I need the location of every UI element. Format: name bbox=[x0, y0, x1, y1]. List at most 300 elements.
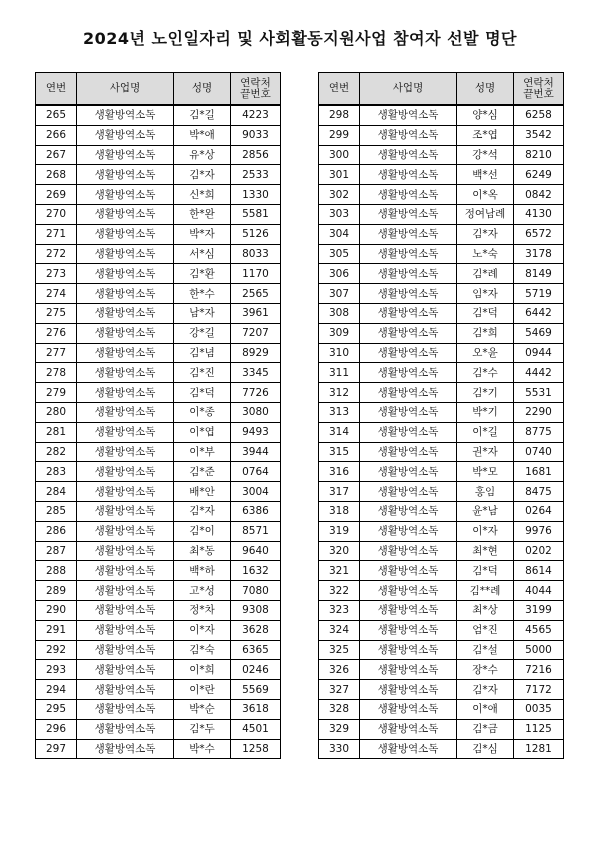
cell-no: 294 bbox=[36, 680, 77, 700]
cell-no: 299 bbox=[319, 125, 360, 145]
cell-name: 이*자 bbox=[174, 620, 231, 640]
cell-name: 김*숙 bbox=[174, 640, 231, 660]
cell-business: 생활방역소독 bbox=[77, 145, 174, 165]
table-row bbox=[36, 343, 281, 363]
header-phone bbox=[514, 73, 564, 106]
table-row bbox=[319, 561, 564, 581]
cell-name: 김**례 bbox=[457, 581, 514, 601]
table-row bbox=[319, 422, 564, 442]
cell-phone: 2533 bbox=[231, 165, 281, 185]
table-row bbox=[319, 284, 564, 304]
cell-no: 270 bbox=[36, 204, 77, 224]
cell-business: 생활방역소독 bbox=[360, 383, 457, 403]
cell-phone: 2856 bbox=[231, 145, 281, 165]
table-row bbox=[36, 600, 281, 620]
cell-business: 생활방역소독 bbox=[360, 204, 457, 224]
cell-name: 박*기 bbox=[457, 402, 514, 422]
cell-name: 김*례 bbox=[457, 264, 514, 284]
table-row bbox=[36, 501, 281, 521]
cell-business: 생활방역소독 bbox=[77, 165, 174, 185]
cell-phone: 9493 bbox=[231, 422, 281, 442]
table-row bbox=[319, 541, 564, 561]
cell-business: 생활방역소독 bbox=[360, 620, 457, 640]
cell-phone: 7726 bbox=[231, 383, 281, 403]
cell-name: 이*희 bbox=[174, 660, 231, 680]
cell-no: 314 bbox=[319, 422, 360, 442]
cell-business: 생활방역소독 bbox=[360, 125, 457, 145]
cell-name: 김*덕 bbox=[174, 383, 231, 403]
cell-phone: 3542 bbox=[514, 125, 564, 145]
table-row bbox=[36, 264, 281, 284]
cell-business: 생활방역소독 bbox=[360, 739, 457, 759]
cell-business: 생활방역소독 bbox=[360, 264, 457, 284]
cell-phone: 8571 bbox=[231, 521, 281, 541]
table-header-row bbox=[319, 73, 564, 106]
table-row bbox=[319, 185, 564, 205]
table-row bbox=[319, 303, 564, 323]
cell-no: 269 bbox=[36, 185, 77, 205]
table-row bbox=[319, 699, 564, 719]
cell-phone: 6249 bbox=[514, 165, 564, 185]
table-row bbox=[319, 680, 564, 700]
cell-name: 양*심 bbox=[457, 105, 514, 125]
cell-business: 생활방역소독 bbox=[360, 402, 457, 422]
table-row bbox=[319, 105, 564, 125]
table-header-row bbox=[36, 73, 281, 106]
cell-phone: 3004 bbox=[231, 482, 281, 502]
participant-table-left bbox=[35, 72, 281, 759]
cell-no: 271 bbox=[36, 224, 77, 244]
cell-name: 김*자 bbox=[457, 680, 514, 700]
table-row bbox=[36, 363, 281, 383]
table-row bbox=[319, 165, 564, 185]
cell-phone: 5569 bbox=[231, 680, 281, 700]
cell-phone: 3618 bbox=[231, 699, 281, 719]
header-name: 성명 bbox=[174, 73, 231, 106]
table-row bbox=[319, 402, 564, 422]
cell-no: 300 bbox=[319, 145, 360, 165]
cell-name: 엄*진 bbox=[457, 620, 514, 640]
cell-no: 289 bbox=[36, 581, 77, 601]
cell-name: 홍임 bbox=[457, 482, 514, 502]
cell-no: 316 bbox=[319, 462, 360, 482]
table-row bbox=[319, 640, 564, 660]
cell-no: 282 bbox=[36, 442, 77, 462]
cell-no: 288 bbox=[36, 561, 77, 581]
cell-business: 생활방역소독 bbox=[77, 541, 174, 561]
cell-business: 생활방역소독 bbox=[360, 719, 457, 739]
table-row bbox=[36, 739, 281, 759]
cell-phone: 1258 bbox=[231, 739, 281, 759]
cell-business: 생활방역소독 bbox=[77, 284, 174, 304]
cell-name: 강*길 bbox=[174, 323, 231, 343]
cell-no: 328 bbox=[319, 699, 360, 719]
cell-no: 319 bbox=[319, 521, 360, 541]
cell-business: 생활방역소독 bbox=[77, 125, 174, 145]
cell-name: 신*희 bbox=[174, 185, 231, 205]
cell-no: 291 bbox=[36, 620, 77, 640]
cell-phone: 8614 bbox=[514, 561, 564, 581]
cell-phone: 0035 bbox=[514, 699, 564, 719]
cell-no: 268 bbox=[36, 165, 77, 185]
cell-phone: 0764 bbox=[231, 462, 281, 482]
cell-no: 305 bbox=[319, 244, 360, 264]
cell-phone: 6258 bbox=[514, 105, 564, 125]
cell-name: 박*애 bbox=[174, 125, 231, 145]
cell-business: 생활방역소독 bbox=[77, 561, 174, 581]
cell-name: 조*엽 bbox=[457, 125, 514, 145]
cell-no: 313 bbox=[319, 402, 360, 422]
cell-business: 생활방역소독 bbox=[77, 600, 174, 620]
cell-business: 생활방역소독 bbox=[360, 561, 457, 581]
cell-no: 277 bbox=[36, 343, 77, 363]
cell-name: 배*안 bbox=[174, 482, 231, 502]
cell-business: 생활방역소독 bbox=[360, 501, 457, 521]
cell-phone: 7172 bbox=[514, 680, 564, 700]
cell-name: 임*자 bbox=[457, 284, 514, 304]
cell-business: 생활방역소독 bbox=[77, 581, 174, 601]
table-row bbox=[36, 284, 281, 304]
participant-table-right bbox=[318, 72, 564, 759]
cell-name: 김*이 bbox=[174, 521, 231, 541]
table-row bbox=[36, 422, 281, 442]
table-row bbox=[36, 145, 281, 165]
cell-phone: 9308 bbox=[231, 600, 281, 620]
header-business: 사업명 bbox=[360, 73, 457, 106]
cell-name: 김*준 bbox=[174, 462, 231, 482]
cell-no: 317 bbox=[319, 482, 360, 502]
cell-business: 생활방역소독 bbox=[360, 105, 457, 125]
cell-no: 304 bbox=[319, 224, 360, 244]
cell-no: 297 bbox=[36, 739, 77, 759]
cell-phone: 3178 bbox=[514, 244, 564, 264]
header-name: 성명 bbox=[457, 73, 514, 106]
cell-name: 오*윤 bbox=[457, 343, 514, 363]
table-row bbox=[319, 383, 564, 403]
cell-business: 생활방역소독 bbox=[77, 363, 174, 383]
cell-no: 290 bbox=[36, 600, 77, 620]
header-no: 연번 bbox=[36, 73, 77, 106]
cell-business: 생활방역소독 bbox=[360, 343, 457, 363]
cell-business: 생활방역소독 bbox=[360, 640, 457, 660]
cell-no: 284 bbox=[36, 482, 77, 502]
cell-name: 이*종 bbox=[174, 402, 231, 422]
table-row bbox=[36, 482, 281, 502]
table-row bbox=[36, 383, 281, 403]
cell-no: 322 bbox=[319, 581, 360, 601]
cell-no: 279 bbox=[36, 383, 77, 403]
table-row bbox=[36, 204, 281, 224]
cell-business: 생활방역소독 bbox=[360, 145, 457, 165]
cell-phone: 1681 bbox=[514, 462, 564, 482]
cell-name: 이*자 bbox=[457, 521, 514, 541]
cell-no: 272 bbox=[36, 244, 77, 264]
cell-phone: 5000 bbox=[514, 640, 564, 660]
cell-business: 생활방역소독 bbox=[360, 422, 457, 442]
cell-phone: 3628 bbox=[231, 620, 281, 640]
cell-no: 273 bbox=[36, 264, 77, 284]
cell-business: 생활방역소독 bbox=[77, 422, 174, 442]
header-phone-line1: 연락처 bbox=[240, 76, 271, 89]
cell-phone: 4223 bbox=[231, 105, 281, 125]
cell-business: 생활방역소독 bbox=[77, 442, 174, 462]
cell-no: 326 bbox=[319, 660, 360, 680]
cell-name: 김*기 bbox=[457, 383, 514, 403]
cell-no: 286 bbox=[36, 521, 77, 541]
table-row bbox=[319, 363, 564, 383]
table-row bbox=[36, 541, 281, 561]
table-row bbox=[319, 521, 564, 541]
cell-name: 김*두 bbox=[174, 719, 231, 739]
cell-business: 생활방역소독 bbox=[360, 482, 457, 502]
cell-business: 생활방역소독 bbox=[360, 363, 457, 383]
table-row bbox=[319, 224, 564, 244]
cell-business: 생활방역소독 bbox=[77, 521, 174, 541]
cell-no: 329 bbox=[319, 719, 360, 739]
cell-phone: 4044 bbox=[514, 581, 564, 601]
cell-phone: 1632 bbox=[231, 561, 281, 581]
cell-business: 생활방역소독 bbox=[360, 165, 457, 185]
table-row bbox=[319, 462, 564, 482]
cell-name: 강*석 bbox=[457, 145, 514, 165]
table-row bbox=[36, 125, 281, 145]
cell-name: 김*설 bbox=[457, 640, 514, 660]
cell-phone: 7216 bbox=[514, 660, 564, 680]
table-row bbox=[36, 303, 281, 323]
cell-name: 김*덕 bbox=[457, 561, 514, 581]
cell-business: 생활방역소독 bbox=[360, 600, 457, 620]
table-row bbox=[36, 719, 281, 739]
cell-phone: 9033 bbox=[231, 125, 281, 145]
header-phone-line2: 끝번호 bbox=[523, 87, 554, 100]
cell-name: 윤*남 bbox=[457, 501, 514, 521]
cell-phone: 9640 bbox=[231, 541, 281, 561]
table-row bbox=[319, 244, 564, 264]
cell-business: 생활방역소독 bbox=[360, 284, 457, 304]
cell-phone: 6386 bbox=[231, 501, 281, 521]
cell-no: 315 bbox=[319, 442, 360, 462]
table-row bbox=[319, 323, 564, 343]
table-row bbox=[36, 442, 281, 462]
table-row bbox=[36, 521, 281, 541]
cell-business: 생활방역소독 bbox=[360, 323, 457, 343]
table-row bbox=[36, 640, 281, 660]
cell-name: 남*자 bbox=[174, 303, 231, 323]
header-phone-line1: 연락처 bbox=[523, 76, 554, 89]
cell-no: 283 bbox=[36, 462, 77, 482]
cell-business: 생활방역소독 bbox=[77, 224, 174, 244]
table-row bbox=[319, 660, 564, 680]
cell-no: 281 bbox=[36, 422, 77, 442]
header-phone bbox=[231, 73, 281, 106]
table-row bbox=[319, 125, 564, 145]
cell-name: 박*자 bbox=[174, 224, 231, 244]
cell-no: 267 bbox=[36, 145, 77, 165]
cell-name: 박*수 bbox=[174, 739, 231, 759]
cell-no: 323 bbox=[319, 600, 360, 620]
cell-no: 330 bbox=[319, 739, 360, 759]
cell-phone: 1330 bbox=[231, 185, 281, 205]
cell-phone: 9976 bbox=[514, 521, 564, 541]
cell-no: 309 bbox=[319, 323, 360, 343]
table-row bbox=[319, 581, 564, 601]
table-row bbox=[36, 620, 281, 640]
cell-name: 정*차 bbox=[174, 600, 231, 620]
cell-phone: 0842 bbox=[514, 185, 564, 205]
cell-phone: 8033 bbox=[231, 244, 281, 264]
table-row bbox=[36, 323, 281, 343]
cell-phone: 5469 bbox=[514, 323, 564, 343]
cell-name: 김*금 bbox=[457, 719, 514, 739]
cell-name: 김*진 bbox=[174, 363, 231, 383]
cell-phone: 1281 bbox=[514, 739, 564, 759]
cell-name: 백*하 bbox=[174, 561, 231, 581]
cell-name: 김*환 bbox=[174, 264, 231, 284]
cell-business: 생활방역소독 bbox=[77, 699, 174, 719]
cell-no: 327 bbox=[319, 680, 360, 700]
table-row bbox=[319, 719, 564, 739]
cell-name: 김*길 bbox=[174, 105, 231, 125]
cell-phone: 0246 bbox=[231, 660, 281, 680]
cell-business: 생활방역소독 bbox=[360, 462, 457, 482]
cell-name: 김*희 bbox=[457, 323, 514, 343]
table-row bbox=[36, 165, 281, 185]
cell-phone: 3345 bbox=[231, 363, 281, 383]
cell-phone: 3944 bbox=[231, 442, 281, 462]
cell-phone: 8210 bbox=[514, 145, 564, 165]
cell-phone: 5531 bbox=[514, 383, 564, 403]
cell-business: 생활방역소독 bbox=[77, 620, 174, 640]
cell-no: 307 bbox=[319, 284, 360, 304]
cell-business: 생활방역소독 bbox=[77, 462, 174, 482]
header-phone-line2: 끝번호 bbox=[240, 87, 271, 100]
cell-name: 이*애 bbox=[457, 699, 514, 719]
cell-name: 김*자 bbox=[174, 501, 231, 521]
cell-business: 생활방역소독 bbox=[360, 185, 457, 205]
cell-phone: 4442 bbox=[514, 363, 564, 383]
cell-business: 생활방역소독 bbox=[77, 185, 174, 205]
cell-phone: 5719 bbox=[514, 284, 564, 304]
cell-name: 박*모 bbox=[457, 462, 514, 482]
cell-phone: 4565 bbox=[514, 620, 564, 640]
cell-phone: 1125 bbox=[514, 719, 564, 739]
cell-name: 김*심 bbox=[457, 739, 514, 759]
cell-name: 김*수 bbox=[457, 363, 514, 383]
cell-no: 295 bbox=[36, 699, 77, 719]
cell-name: 김*자 bbox=[174, 165, 231, 185]
cell-phone: 7080 bbox=[231, 581, 281, 601]
header-business: 사업명 bbox=[77, 73, 174, 106]
cell-no: 312 bbox=[319, 383, 360, 403]
cell-name: 서*심 bbox=[174, 244, 231, 264]
table-row bbox=[36, 660, 281, 680]
cell-business: 생활방역소독 bbox=[77, 264, 174, 284]
cell-no: 276 bbox=[36, 323, 77, 343]
cell-business: 생활방역소독 bbox=[360, 581, 457, 601]
cell-name: 이*엽 bbox=[174, 422, 231, 442]
cell-phone: 8475 bbox=[514, 482, 564, 502]
cell-no: 274 bbox=[36, 284, 77, 304]
cell-phone: 2565 bbox=[231, 284, 281, 304]
table-row bbox=[36, 185, 281, 205]
cell-name: 백*선 bbox=[457, 165, 514, 185]
cell-phone: 5126 bbox=[231, 224, 281, 244]
cell-business: 생활방역소독 bbox=[77, 660, 174, 680]
cell-name: 노*숙 bbox=[457, 244, 514, 264]
cell-phone: 4130 bbox=[514, 204, 564, 224]
cell-phone: 5581 bbox=[231, 204, 281, 224]
cell-phone: 3080 bbox=[231, 402, 281, 422]
cell-business: 생활방역소독 bbox=[77, 303, 174, 323]
cell-business: 생활방역소독 bbox=[77, 204, 174, 224]
cell-business: 생활방역소독 bbox=[360, 303, 457, 323]
cell-no: 265 bbox=[36, 105, 77, 125]
cell-name: 김*덕 bbox=[457, 303, 514, 323]
table-row bbox=[36, 402, 281, 422]
page-title: 2024년 노인일자리 및 사회활동지원사업 참여자 선발 명단 bbox=[83, 29, 517, 48]
table-row bbox=[319, 620, 564, 640]
table-row bbox=[319, 501, 564, 521]
cell-phone: 8929 bbox=[231, 343, 281, 363]
table-row bbox=[36, 561, 281, 581]
cell-phone: 3199 bbox=[514, 600, 564, 620]
cell-no: 285 bbox=[36, 501, 77, 521]
cell-name: 이*길 bbox=[457, 422, 514, 442]
cell-business: 생활방역소독 bbox=[77, 640, 174, 660]
cell-business: 생활방역소독 bbox=[77, 501, 174, 521]
cell-no: 320 bbox=[319, 541, 360, 561]
cell-business: 생활방역소독 bbox=[77, 244, 174, 264]
table-row bbox=[319, 145, 564, 165]
cell-no: 293 bbox=[36, 660, 77, 680]
cell-phone: 7207 bbox=[231, 323, 281, 343]
cell-no: 266 bbox=[36, 125, 77, 145]
header-no: 연번 bbox=[319, 73, 360, 106]
cell-no: 303 bbox=[319, 204, 360, 224]
cell-phone: 2290 bbox=[514, 402, 564, 422]
cell-name: 박*순 bbox=[174, 699, 231, 719]
table-row bbox=[319, 343, 564, 363]
table-row bbox=[319, 600, 564, 620]
cell-phone: 6365 bbox=[231, 640, 281, 660]
cell-no: 280 bbox=[36, 402, 77, 422]
cell-no: 324 bbox=[319, 620, 360, 640]
cell-business: 생활방역소독 bbox=[77, 680, 174, 700]
cell-no: 278 bbox=[36, 363, 77, 383]
cell-no: 318 bbox=[319, 501, 360, 521]
cell-business: 생활방역소독 bbox=[77, 719, 174, 739]
cell-no: 321 bbox=[319, 561, 360, 581]
table-row bbox=[36, 699, 281, 719]
cell-name: 김*자 bbox=[457, 224, 514, 244]
table-row bbox=[36, 224, 281, 244]
cell-phone: 3961 bbox=[231, 303, 281, 323]
cell-no: 311 bbox=[319, 363, 360, 383]
cell-phone: 1170 bbox=[231, 264, 281, 284]
cell-business: 생활방역소독 bbox=[360, 521, 457, 541]
table-row bbox=[36, 462, 281, 482]
cell-no: 308 bbox=[319, 303, 360, 323]
cell-name: 김*념 bbox=[174, 343, 231, 363]
cell-name: 최*동 bbox=[174, 541, 231, 561]
cell-name: 이*란 bbox=[174, 680, 231, 700]
table-row bbox=[36, 105, 281, 125]
cell-no: 325 bbox=[319, 640, 360, 660]
table-row bbox=[319, 204, 564, 224]
cell-no: 306 bbox=[319, 264, 360, 284]
cell-no: 310 bbox=[319, 343, 360, 363]
cell-name: 이*옥 bbox=[457, 185, 514, 205]
